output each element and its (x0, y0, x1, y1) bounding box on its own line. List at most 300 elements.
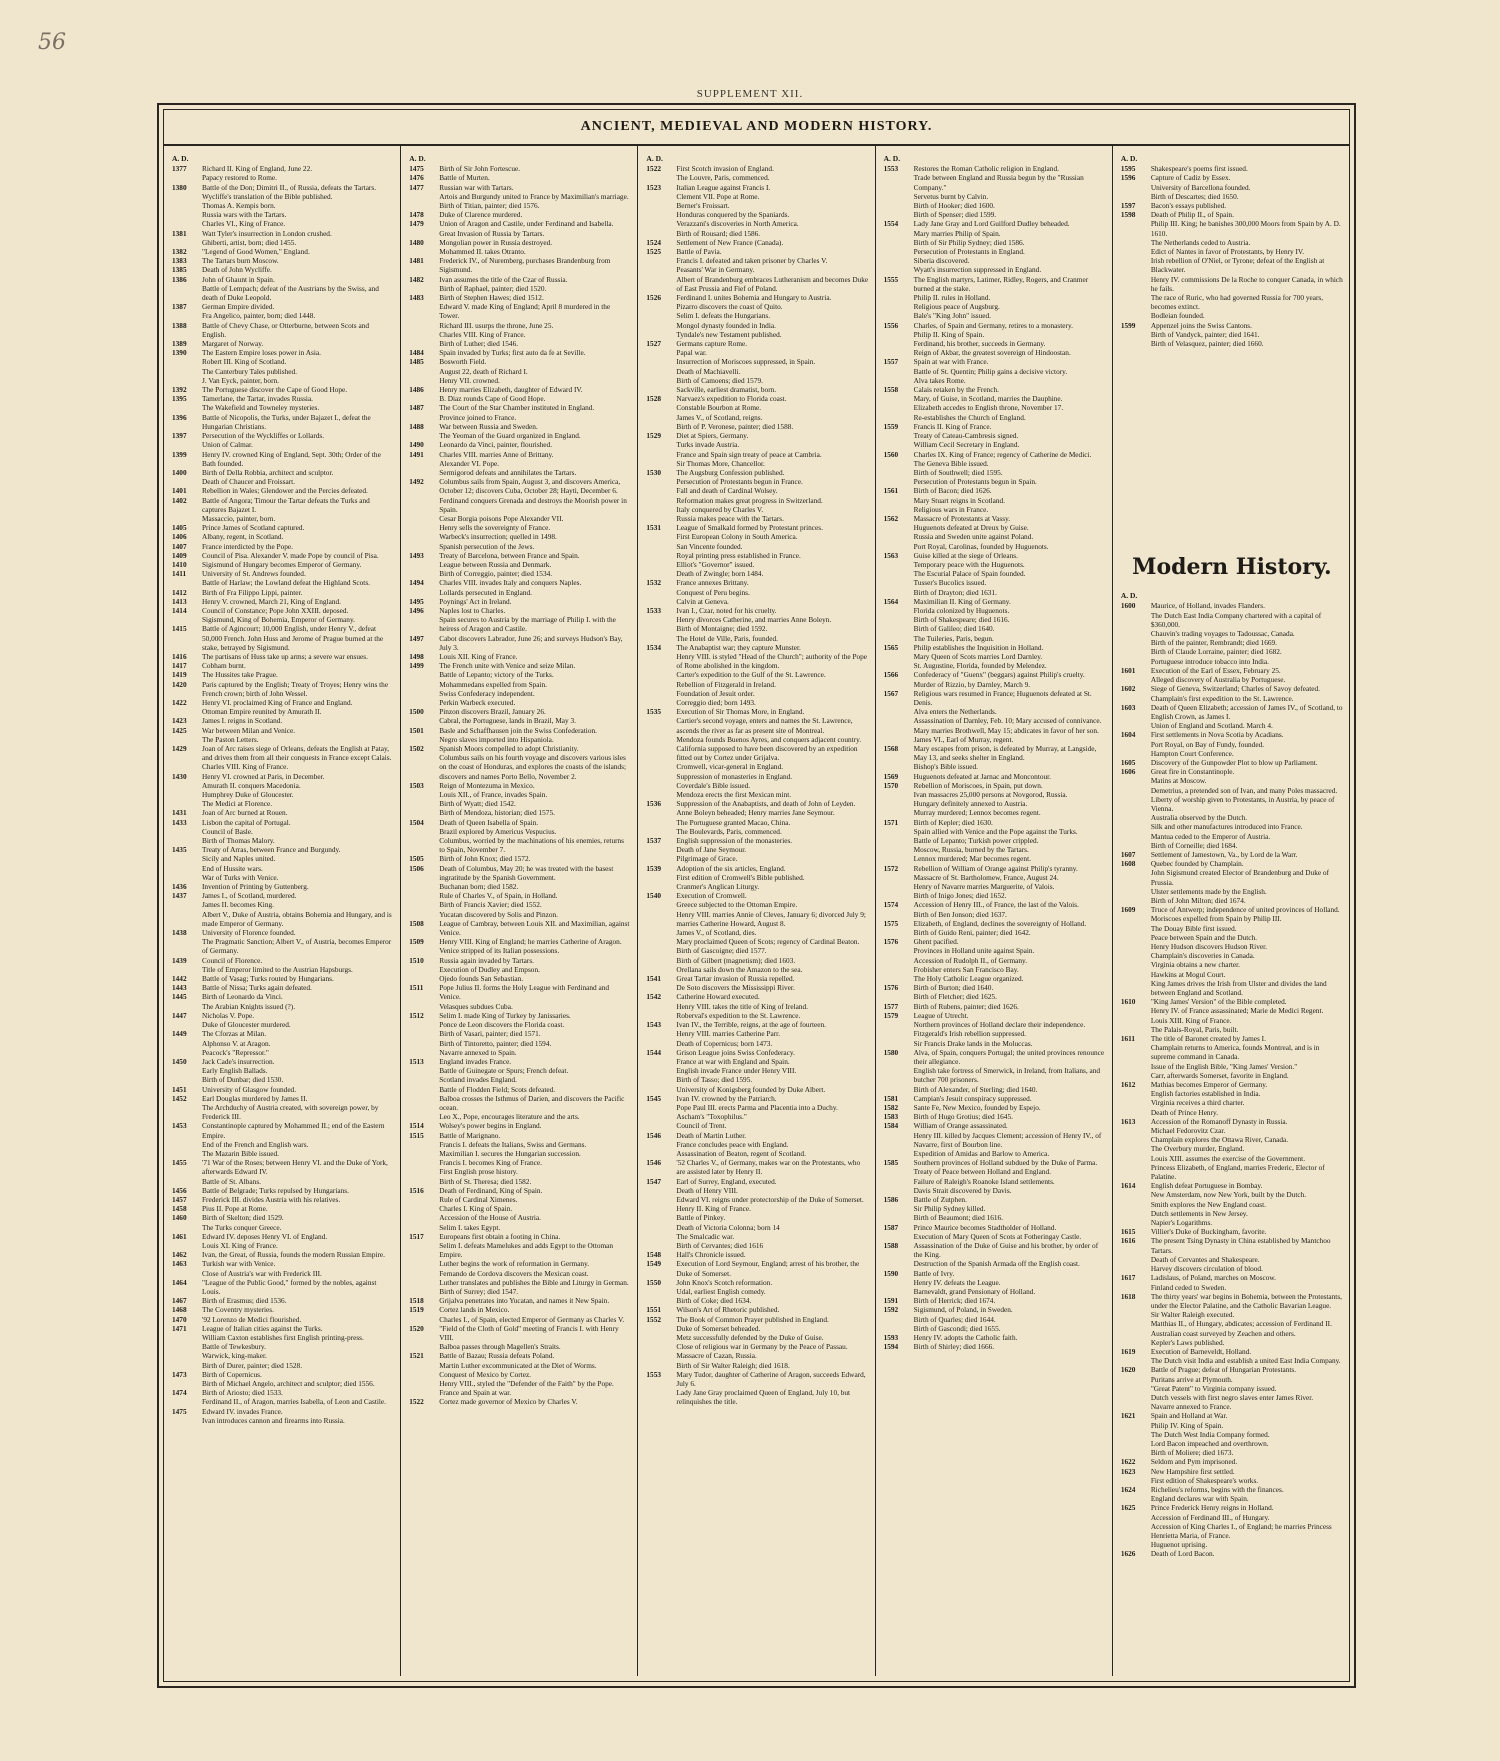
timeline-entry (1121, 1043, 1343, 1061)
entry-text: Death of Queen Elizabeth; accession of James IV., of Scotland, to English Crown, as James I. (1150, 702, 1343, 721)
entry-year (172, 1241, 202, 1250)
entry-text: James V., of Scotland, dies. (676, 928, 757, 938)
timeline-entry (646, 900, 868, 909)
entry-year: 1523 (646, 182, 661, 192)
timeline-entry (884, 321, 1106, 330)
entry-text: Sir Philip Sydney killed. (913, 1204, 986, 1214)
timeline-entry (646, 1287, 868, 1296)
timeline-entry (646, 422, 868, 431)
timeline-entry (409, 1204, 631, 1213)
entry-text: The Mazarin Bible issued. (202, 1148, 280, 1158)
entry-text: Persecution of Protestants in England. (913, 247, 1025, 257)
timeline-entry (172, 496, 394, 514)
entry-text: The Turks conquer Greece. (202, 1222, 282, 1232)
entry-year: 1449 (172, 1029, 187, 1039)
entry-year (172, 1342, 202, 1351)
entry-year (1121, 311, 1151, 320)
timeline-entry (646, 247, 868, 256)
entry-year: 1531 (646, 523, 661, 533)
entry-year: 1623 (1120, 1466, 1136, 1476)
entry-text: Selim I. defeats the Hungarians. (676, 311, 771, 321)
entry-text: Louis XIII. assumes the exercise of the Government. (1150, 1153, 1306, 1163)
entry-year (884, 965, 914, 974)
timeline-entry (646, 532, 868, 541)
entry-year (1121, 1329, 1151, 1338)
timeline-entry (646, 1177, 868, 1186)
timeline-entry (409, 302, 631, 320)
entry-year (884, 1085, 914, 1094)
entry-text: Battle of Prague; defeat of Hungarian Protestants. (1150, 1365, 1297, 1375)
entry-year: 1600 (1120, 601, 1136, 611)
entry-year (884, 1204, 914, 1213)
entry-year (409, 588, 439, 597)
entry-text: Birth of Vasari, painter; died 1571. (439, 1029, 541, 1039)
entry-text: Rule of Charles V., of Spain, in Holland. (439, 891, 558, 901)
timeline-entry (172, 1177, 394, 1186)
timeline-entry (172, 578, 394, 587)
timeline-entry (884, 173, 1106, 191)
entry-year: 1499 (409, 661, 424, 671)
entry-text: Tamerlane, the Tartar, invades Russia. (202, 394, 314, 404)
entry-year (884, 376, 914, 385)
entry-text: Execution of Cromwell. (676, 891, 747, 901)
timeline-entry (172, 965, 394, 974)
timeline-entry (172, 1305, 394, 1314)
timeline-entry (646, 864, 868, 873)
timeline-entry (1121, 924, 1343, 933)
timeline-entry (409, 164, 631, 173)
timeline-entry (646, 790, 868, 799)
entry-text: The Court of the Star Chamber instituted in England. (439, 403, 595, 413)
entry-year: 1382 (172, 247, 187, 257)
timeline-entry (646, 376, 868, 385)
entry-year: 1588 (883, 1240, 899, 1250)
entry-year (172, 707, 202, 716)
entry-year (646, 265, 676, 274)
entry-text: Ferdinand conquers Grenada and destroys the Moorish power in Spain. (439, 495, 627, 514)
timeline-entry (172, 992, 394, 1001)
entry-year (1121, 951, 1151, 960)
entry-text: League between Russia and Denmark. (439, 559, 552, 569)
entry-year (409, 827, 439, 836)
entry-text: Humphrey Duke of Gloucester. (202, 790, 294, 800)
timeline-entry (1121, 868, 1343, 886)
entry-year (409, 790, 439, 799)
entry-year (1121, 183, 1151, 192)
entry-year (409, 1002, 439, 1011)
timeline-entry (1121, 1375, 1343, 1384)
timeline-entry (409, 1029, 631, 1038)
entry-year (409, 330, 439, 339)
entry-text: Rule of Cardinal Ximenes. (439, 1194, 518, 1204)
timeline-entry (646, 486, 868, 495)
entry-text: Birth of Wyatt; died 1542. (439, 799, 516, 809)
entry-text: Mongolian power in Russia destroyed. (439, 237, 553, 247)
entry-year (172, 937, 202, 955)
entry-year (646, 459, 676, 468)
entry-text: Yucatan discovered by Solis and Pinzon. (439, 909, 558, 919)
entry-year (1121, 339, 1151, 348)
entry-year (646, 201, 676, 210)
entry-year: 1626 (1120, 1549, 1136, 1559)
timeline-entry (646, 624, 868, 633)
entry-text: Berner's Froissart. (676, 201, 730, 211)
timeline-entry (172, 1259, 394, 1268)
entry-text: Capture of Cadiz by Essex. (1150, 173, 1231, 183)
entry-text: Pius II. Pope at Rome. (202, 1204, 268, 1214)
entry-text: Settlement of Jamestown, Va., by Lord de la Warr. (1150, 849, 1298, 859)
entry-year (409, 302, 439, 320)
entry-year: 1608 (1120, 859, 1136, 869)
timeline-entry (1121, 238, 1343, 247)
entry-year (884, 210, 914, 219)
entry-text: Jack Cade's insurrection. (202, 1056, 275, 1066)
entry-year: 1402 (172, 495, 187, 505)
timeline-entry (646, 928, 868, 937)
entry-year (646, 1204, 676, 1213)
timeline-entry (646, 1112, 868, 1121)
entry-year: 1464 (172, 1277, 187, 1287)
entry-year (1121, 933, 1151, 942)
entry-year (884, 367, 914, 376)
entry-text: Champlain explores the Ottawa River, Canada. (1150, 1135, 1289, 1145)
entry-text: Edward VI. reigns under protectorship of the Duke of Somerset. (676, 1194, 864, 1204)
entry-year: 1566 (883, 670, 899, 680)
timeline-entry (409, 532, 631, 541)
timeline-entry (646, 542, 868, 551)
entry-year: 1607 (1120, 849, 1136, 859)
entry-text: Lady Jane Gray proclaimed Queen of England, July 10, but relinquishes the title. (676, 1388, 851, 1407)
timeline-entry (172, 790, 394, 799)
entry-year (646, 597, 676, 606)
timeline-entry (1121, 1089, 1343, 1098)
entry-year: 1380 (172, 182, 187, 192)
entry-year: 1512 (409, 1010, 424, 1020)
entry-text: Davis Strait discovered by Davis. (913, 1185, 1012, 1195)
timeline-entry (884, 496, 1106, 505)
timeline-entry (409, 1361, 631, 1370)
timeline-entry (172, 1140, 394, 1149)
entry-text: Ghent pacified. (913, 937, 959, 947)
entry-text: Alva enters the Netherlands. (913, 707, 997, 717)
timeline-entry (409, 1149, 631, 1158)
entry-year: 1577 (883, 1001, 899, 1011)
entry-text: Mary marries Philip of Spain. (913, 228, 1001, 238)
timeline-entry (409, 348, 631, 357)
entry-year: 1549 (646, 1259, 661, 1269)
entry-text: France annexes Brittany. (676, 578, 749, 588)
entry-year (646, 670, 676, 679)
entry-year (884, 634, 914, 643)
entry-year: 1525 (646, 247, 661, 257)
entry-text: Roberval's expedition to the St. Lawrence. (676, 1010, 801, 1020)
entry-year (172, 965, 202, 974)
entry-year (884, 1278, 914, 1287)
entry-year: 1625 (1120, 1503, 1136, 1513)
entry-text: Navarre annexed to Spain. (439, 1047, 517, 1057)
timeline-entry (1121, 997, 1343, 1006)
entry-year (172, 1140, 202, 1149)
entry-text: Ferdinand II., of Aragon, marries Isabella, of Leon and Castile. (202, 1397, 386, 1407)
entry-year (646, 965, 676, 974)
entry-text: Lollards persecuted in England. (439, 587, 533, 597)
entry-year (1121, 1421, 1151, 1430)
entry-text: Selim I. made King of Turkey by Janissaries. (439, 1010, 571, 1020)
entry-text: Charles VIII. King of France. (202, 762, 289, 772)
timeline-entry (646, 910, 868, 928)
timeline-entry (646, 1048, 868, 1057)
timeline-entry (646, 1333, 868, 1342)
entry-year: 1468 (172, 1305, 187, 1315)
entry-year (884, 468, 914, 477)
entry-text: Mary proclaimed Queen of Scots; regency of Cardinal Beaton. (676, 937, 860, 947)
entry-text: Scotland invades England. (439, 1075, 517, 1085)
timeline-entry (884, 1112, 1106, 1121)
entry-text: The Douay Bible first issued. (1150, 923, 1237, 933)
entry-text: Navarre annexed to France. (1150, 1402, 1232, 1412)
entry-text: Sir Walter Raleigh executed. (1150, 1310, 1235, 1320)
entry-year (646, 321, 676, 330)
entry-text: Ponce de Leon discovers the Florida coast. (439, 1020, 565, 1030)
entry-year (409, 1085, 439, 1094)
entry-text: Alphonso V. at Aragon. (202, 1038, 271, 1048)
entry-year: 1399 (172, 449, 187, 459)
timeline-entry (172, 1232, 394, 1241)
entry-year (1121, 1476, 1151, 1485)
entry-text: Seldom and Pym imprisoned. (1150, 1457, 1238, 1467)
timeline-entry (409, 238, 631, 247)
entry-year (1121, 822, 1151, 831)
timeline-entry (409, 1342, 631, 1351)
entry-year: 1509 (409, 937, 424, 947)
timeline-entry (1121, 1448, 1343, 1457)
entry-year (172, 367, 202, 376)
entry-year (646, 827, 676, 836)
timeline-entry (172, 1324, 394, 1333)
entry-year: 1492 (409, 477, 424, 487)
timeline-entry (172, 284, 394, 302)
entry-text: Birth of Guido Reni, painter; died 1642. (913, 928, 1031, 938)
timeline-entry (409, 357, 631, 366)
timeline-entry (646, 339, 868, 348)
entry-year: 1522 (646, 164, 661, 174)
entry-year (1121, 1089, 1151, 1098)
timeline-entry (172, 514, 394, 523)
timeline-entry (646, 1039, 868, 1048)
timeline-entry (409, 514, 631, 523)
entry-text: Mary, of Guise, in Scotland, marries the Dauphine. (913, 394, 1063, 404)
timeline-entry (884, 956, 1106, 965)
entry-year: 1420 (172, 679, 187, 689)
entry-text: Lord Bacon impeached and overthrown. (1150, 1438, 1269, 1448)
entry-text: Birth of Spenser; died 1599. (913, 210, 997, 220)
entry-text: Pizarro discovers the coast of Quito. (676, 302, 783, 312)
entry-year: 1438 (172, 928, 187, 938)
timeline-entry (646, 164, 868, 173)
entry-year (1121, 247, 1151, 256)
entry-text: King James drives the Irish from Ulster and divides the land between England and Scotland. (1150, 978, 1327, 997)
timeline-entry (646, 1085, 868, 1094)
entry-text: League of Cambray, between Louis XII. and Maximilian, against Venice. (439, 918, 630, 938)
entry-year (646, 1287, 676, 1296)
entry-year (884, 1232, 914, 1241)
timeline-entry (409, 459, 631, 468)
timeline-entry (884, 1177, 1106, 1186)
timeline-entry (172, 1333, 394, 1342)
timeline-entry (646, 1250, 868, 1259)
timeline-entry (884, 615, 1106, 624)
entry-text: Close of religious war in Germany by the Peace of Passau. (676, 1342, 848, 1352)
entry-text: Mohammedans expelled from Spain. (439, 679, 548, 689)
entry-year: 1493 (409, 550, 424, 560)
timeline-entry (1121, 1329, 1343, 1338)
timeline-entry (409, 1158, 631, 1167)
entry-text: Province joined to France. (439, 412, 517, 422)
timeline-entry (1121, 1117, 1343, 1126)
entry-text: Spain invaded by Turks; first auto da fe at Seville. (439, 348, 586, 358)
entry-text: Accession of the Romanoff Dynasty in Russia. (1150, 1116, 1288, 1126)
entry-year (1121, 776, 1151, 785)
entry-text: Bale's "King John" issued. (913, 311, 992, 321)
entry-year: 1388 (172, 320, 187, 330)
entry-year (1121, 942, 1151, 951)
timeline-entry (1121, 1154, 1343, 1163)
timeline-entry (884, 790, 1106, 799)
timeline-column-5 (1113, 146, 1349, 1676)
entry-text: Peasants' War in Germany. (676, 265, 755, 275)
entry-year (646, 210, 676, 219)
timeline-entry (409, 707, 631, 716)
entry-text: Wyatt's insurrection suppressed in England. (913, 265, 1042, 275)
timeline-entry (884, 367, 1106, 376)
timeline-entry (1121, 1485, 1343, 1494)
timeline-entry (884, 210, 1106, 219)
entry-year (1121, 293, 1151, 311)
entry-text: Lady Jane Gray and Lord Guilford Dudley beheaded. (913, 219, 1070, 229)
entry-text: Birth of the painter, Rembrandt; died 1669. (1150, 638, 1277, 648)
entry-text: Maximilian I. secures the Hungarian succession. (439, 1148, 581, 1158)
timeline-entry (409, 394, 631, 403)
entry-year (1121, 1522, 1151, 1540)
timeline-entry (1121, 896, 1343, 905)
entry-text: The Tuileries, Paris, begun. (913, 633, 994, 643)
entry-year: 1445 (172, 992, 187, 1002)
entry-year: 1533 (646, 605, 661, 615)
entry-text: Sigismund of Hungary becomes Emperor of Germany. (202, 559, 362, 569)
entry-text: William Cecil Secretary in England. (913, 440, 1020, 450)
timeline-entry (884, 1342, 1106, 1351)
entry-year: 1532 (646, 578, 661, 588)
timeline-entry (646, 707, 868, 716)
timeline-entry (409, 201, 631, 210)
timeline-entry (646, 560, 868, 569)
ad-header: A. D. (172, 154, 189, 163)
timeline-entry (409, 726, 631, 735)
entry-year: 1596 (1120, 173, 1136, 183)
timeline-entry (172, 882, 394, 891)
entry-year (409, 321, 439, 330)
entry-year (172, 854, 202, 863)
timeline-entry (884, 689, 1106, 707)
entry-year (409, 1361, 439, 1370)
timeline-entry (884, 1232, 1106, 1241)
entry-year (646, 1195, 676, 1204)
entry-year: 1595 (1120, 164, 1136, 174)
entry-year (409, 560, 439, 569)
entry-text: Philip establishes the Inquisition in Holland. (913, 642, 1044, 652)
entry-text: Leonardo da Vinci, painter, flourished. (439, 440, 553, 450)
entry-year: 1522 (409, 1397, 424, 1407)
entry-text: Rebellion of Fitzgerald in Ireland. (676, 679, 776, 689)
entry-year (409, 1278, 439, 1287)
entry-year (646, 1075, 676, 1084)
entry-text: The Hotel de Ville, Paris, founded. (676, 633, 778, 643)
entry-text: The partisans of Huss take up arms; a severe war ensues. (202, 651, 368, 661)
entry-year: 1551 (646, 1305, 661, 1315)
entry-text: Ladislaus, of Poland, marches on Moscow. (1150, 1273, 1276, 1283)
timeline-entry (409, 910, 631, 919)
entry-text: Close of Austria's war with Frederick III. (202, 1268, 322, 1278)
timeline-entry (646, 1342, 868, 1351)
timeline-entry (172, 1370, 394, 1379)
timeline-entry (884, 275, 1106, 293)
entry-year (409, 1048, 439, 1057)
timeline-entry (172, 1094, 394, 1103)
entry-year (409, 523, 439, 532)
entry-year (172, 1333, 202, 1342)
entry-year (646, 1011, 676, 1020)
entry-year (172, 376, 202, 385)
entry-text: Birth of Tintoretto, painter; died 1594. (439, 1038, 552, 1048)
entry-text: The thirty years' war begins in Bohemia, between the Protestants, under the Elector Palatine, and the Catholic Bavarian League. (1150, 1291, 1342, 1310)
timeline-entry (1121, 321, 1343, 330)
entry-year (646, 486, 676, 495)
timeline-entry (409, 431, 631, 440)
entry-text: Port Royal, on Bay of Fundy, founded. (1150, 739, 1265, 749)
entry-text: Mary Tudor, daughter of Catherine of Aragon, succeeds Edward, July 6. (676, 1369, 866, 1389)
entry-year: 1414 (172, 605, 187, 615)
entry-text: Hall's Chronicle issued. (676, 1250, 746, 1260)
timeline-entry (409, 974, 631, 983)
entry-year (172, 781, 202, 790)
timeline-entry (884, 302, 1106, 311)
entry-year (409, 1287, 439, 1296)
timeline-entry (172, 1250, 394, 1259)
entry-year (1121, 924, 1151, 933)
entry-text: Religious wars in France. (913, 504, 989, 514)
entry-year (646, 698, 676, 707)
entry-year: 1612 (1120, 1080, 1136, 1090)
timeline-entry (409, 1259, 631, 1268)
entry-text: Council of Constance; Pope John XXIII. deposed. (202, 605, 349, 615)
entry-text: Huguenot uprising. (1150, 1540, 1208, 1550)
entry-text: Australia observed by the Dutch. (1150, 813, 1248, 823)
entry-text: University of Konigsberg founded by Duke Albert. (676, 1084, 826, 1094)
entry-text: Early English Ballads. (202, 1066, 268, 1076)
timeline-entry (884, 680, 1106, 689)
entry-year: 1513 (409, 1056, 424, 1066)
timeline-entry (172, 1278, 394, 1296)
entry-year (409, 1066, 439, 1075)
timeline-entry (884, 744, 1106, 762)
timeline-entry (409, 450, 631, 459)
entry-year (646, 367, 676, 376)
entry-text: Birth of Titian, painter; died 1576. (439, 201, 540, 211)
entry-year (1121, 1540, 1151, 1549)
entry-year: 1455 (172, 1158, 187, 1168)
entry-year: 1557 (883, 357, 899, 367)
entry-text: Battle of Belgrade; Turks repulsed by Hungarians. (202, 1185, 349, 1195)
